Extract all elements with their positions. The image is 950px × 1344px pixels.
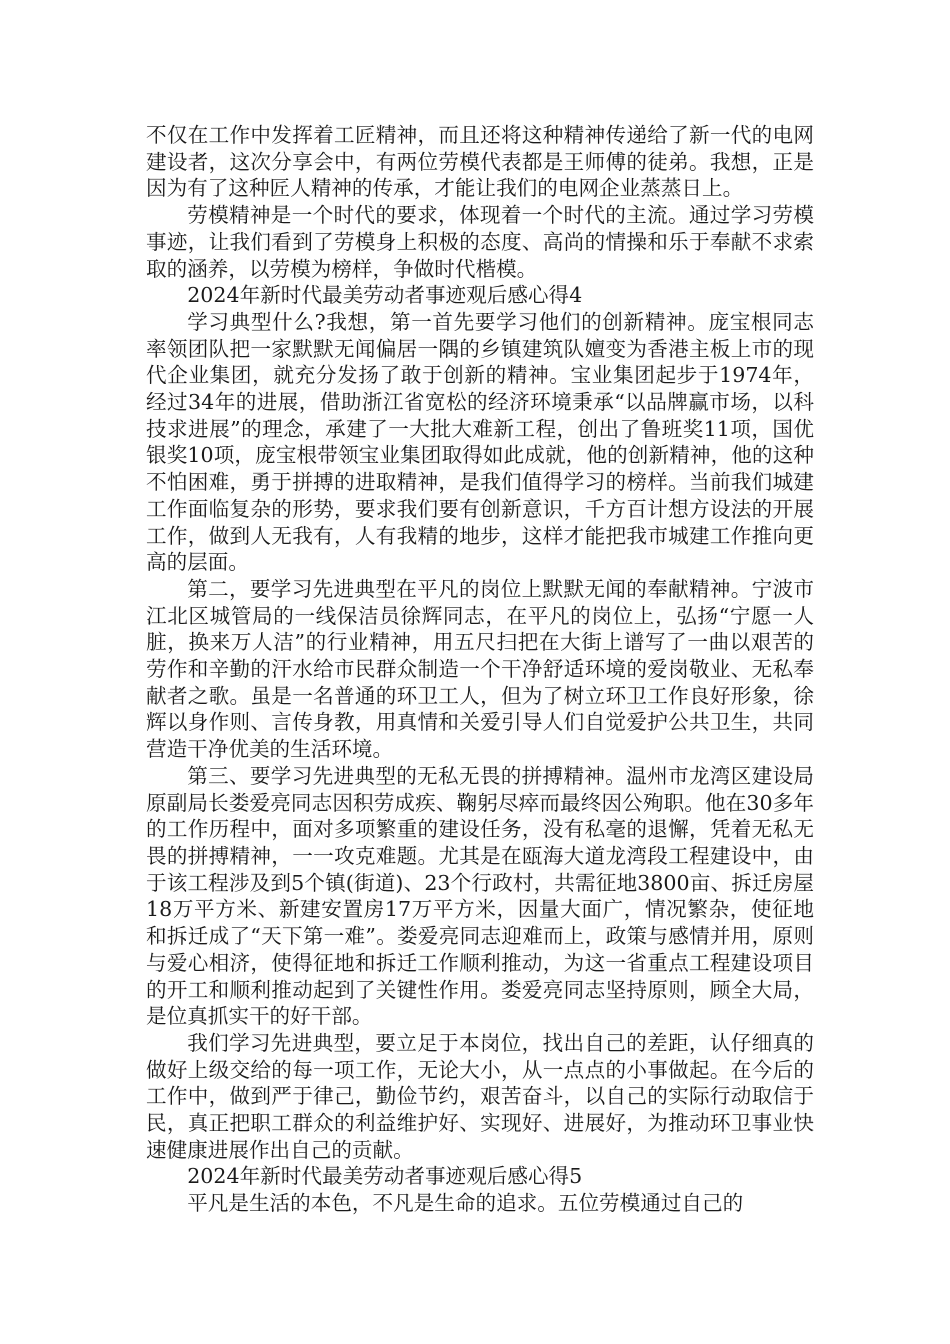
paragraph-innovation-spirit: 学习典型什么?我想，第一首先要学习他们的创新精神。庞宝根同志率领团队把一家默默无闻偏居一隅的乡镇建筑队嬗变为香港主板上市的现代企业集团，就充分发扬了敢于创新的精神。宝业集团起步于1974年，经过34年的进展，借助浙江省宽松的经济环境秉承“以品牌赢市场，以科技求进展”的理念，承建了一大批大难新工程，创出了鲁班奖11项，国优银奖10项，庞宝根带领宝业集团取得如此成就，他的创新精神，他的这种不怕困难，勇于拼搏的进取精神，是我们值得学习的榜样。当前我们城建工作面临复杂的形势，要求我们要有创新意识，千方百计想方设法的开展工作，做到人无我有，人有我精的地步，这样才能把我市城建工作推向更高的层面。	[146, 309, 814, 575]
paragraph-fearless-spirit: 第三、要学习先进典型的无私无畏的拼搏精神。温州市龙湾区建设局原副局长娄爱亮同志因积劳成疾、鞠躬尽瘁而最终因公殉职。他在30多年的工作历程中，面对多项繁重的建设任务，没有私毫的退懈，凭着无私无畏的拼搏精神，一一攻克难题。尤其是在瓯海大道龙湾段工程建设中，由于该工程涉及到5个镇(街道)、23个行政村，共需征地3800亩、拆迁房屋18万平方米、新建安置房17万平方米，因量大面广，情况繁杂，使征地和拆迁成了“天下第一难”。娄爱亮同志迎难而上，政策与感情并用，原则与爱心相济，使得征地和拆迁工作顺利推动，为这一省重点工程建设项目的开工和顺利推动起到了关键性作用。娄爱亮同志坚持原则，顾全大局，是位真抓实干的好干部。	[146, 763, 814, 1029]
paragraph-dedication-spirit: 第二，要学习先进典型在平凡的岗位上默默无闻的奉献精神。宁波市江北区城管局的一线保洁员徐辉同志，在平凡的岗位上，弘扬“宁愿一人脏，换来万人洁”的行业精神，用五尺扫把在大街上谱写了一曲以艰苦的劳作和辛勤的汗水给市民群众制造一个干净舒适环境的爱岗敬业、无私奉献者之歌。虽是一名普通的环卫工人，但为了树立环卫工作良好形象，徐辉以身作则、言传身教，用真情和关爱引导人们自觉爱护公共卫生，共同营造干净优美的生活环境。	[146, 576, 814, 762]
paragraph-continuation: 不仅在工作中发挥着工匠精神，而且还将这种精神传递给了新一代的电网建设者，这次分享会中，有两位劳模代表都是王师傅的徒弟。我想，正是因为有了这种匠人精神的传承，才能让我们的电网企业蒸蒸日上。	[146, 123, 814, 201]
paragraph-ordinary-life: 平凡是生活的本色，不凡是生命的追求。五位劳模通过自己的	[187, 1191, 744, 1216]
paragraph-labor-model-spirit: 劳模精神是一个时代的要求，体现着一个时代的主流。通过学习劳模事迹，让我们看到了劳模身上积极的态度、高尚的情操和乐于奉献不求索取的涵养，以劳模为榜样，争做时代楷模。	[146, 203, 814, 281]
section-heading-4: 2024年新时代最美劳动者事迹观后感心得4	[187, 283, 583, 308]
paragraph-learning-conclusion: 我们学习先进典型，要立足于本岗位，找出自己的差距，认仔细真的做好上级交给的每一项工作，无论大小，从一点点的小事做起。在今后的工作中，做到严于律己，勤俭节约，艰苦奋斗，以自己的实际行动取信于民，真正把职工群众的利益维护好、实现好、进展好，为推动环卫事业快速健康进展作出自己的贡献。	[146, 1030, 814, 1162]
section-heading-5: 2024年新时代最美劳动者事迹观后感心得5	[187, 1164, 583, 1189]
document-page	[146, 122, 814, 1217]
